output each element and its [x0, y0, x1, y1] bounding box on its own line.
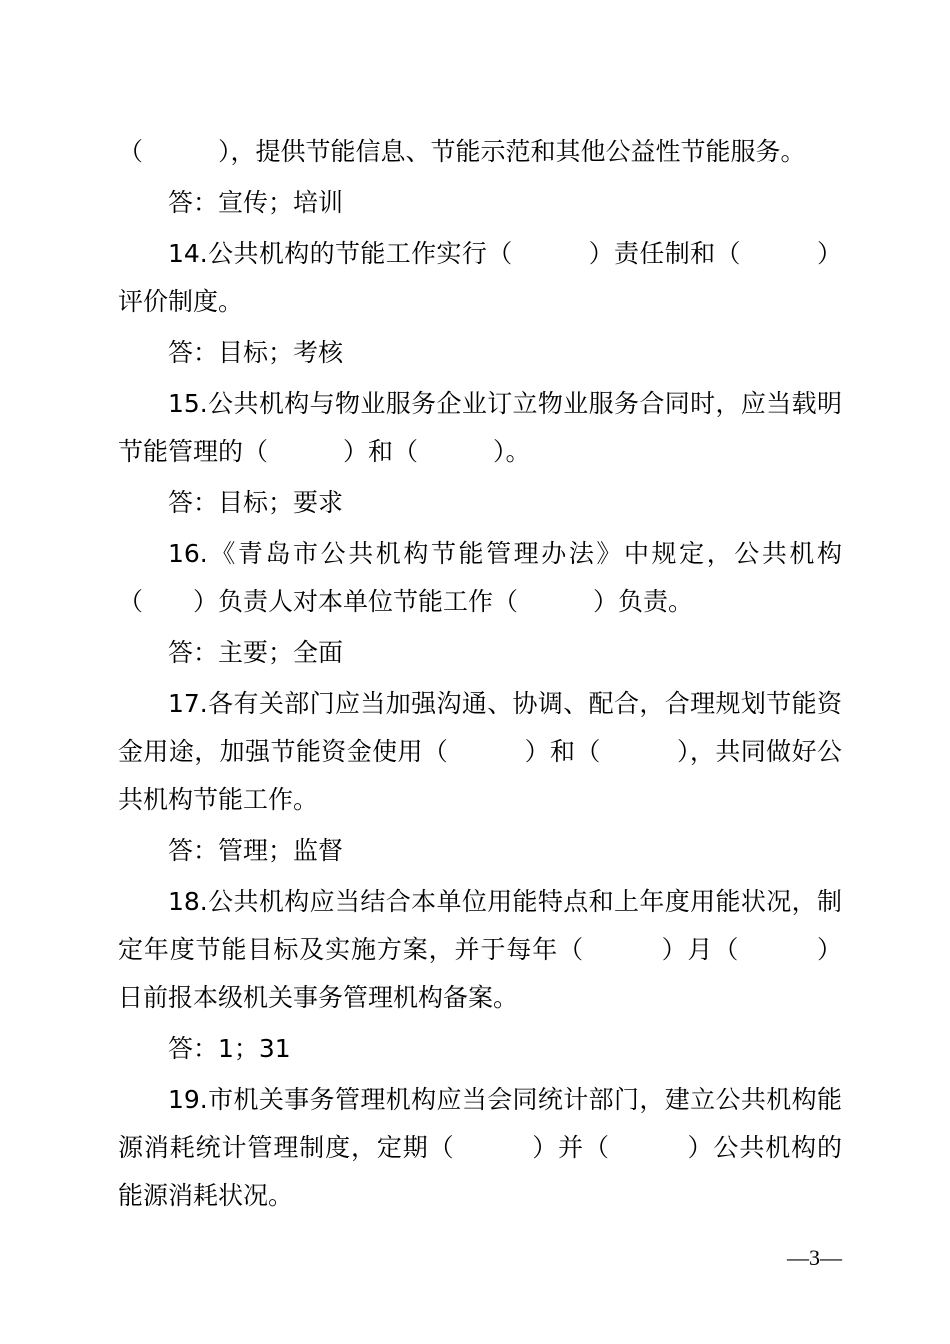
answer-14: 答：目标；考核	[168, 338, 344, 367]
question-18: 18.公共机构应当结合本单位用能特点和上年度用能状况，制定年度节能目标及实施方案，并于每年（ ）月（ ）日前报本级机关事务管理机构备案。	[118, 887, 842, 1012]
answer-15: 答：目标；要求	[168, 488, 344, 517]
answer-18: 答：1；31	[168, 1034, 291, 1063]
answer-16: 答：主要；全面	[168, 638, 344, 667]
question-17: 17.各有关部门应当加强沟通、协调、配合，合理规划节能资金用途，加强节能资金使用（ ）和（ ），共同做好公共机构节能工作。	[118, 689, 842, 814]
answer-13: 答：宣传；培训	[168, 188, 344, 217]
question-19: 19.市机关事务管理机构应当会同统计部门，建立公共机构能源消耗统计管理制度，定期（ ）并（ ）公共机构的能源消耗状况。	[118, 1085, 842, 1210]
question-13-continuation: （ ），提供节能信息、节能示范和其他公益性节能服务。	[118, 137, 806, 166]
answer-17: 答：管理；监督	[168, 836, 344, 865]
question-14: 14.公共机构的节能工作实行（ ）责任制和（ ）评价制度。	[118, 239, 842, 316]
page-number: —3—	[787, 1245, 842, 1270]
question-15: 15.公共机构与物业服务企业订立物业服务合同时，应当载明节能管理的（ ）和（ ）。	[118, 389, 842, 466]
document-body	[118, 128, 842, 1220]
question-16: 16.《青岛市公共机构节能管理办法》中规定，公共机构（ ）负责人对本单位节能工作（ ）负责。	[118, 539, 842, 616]
